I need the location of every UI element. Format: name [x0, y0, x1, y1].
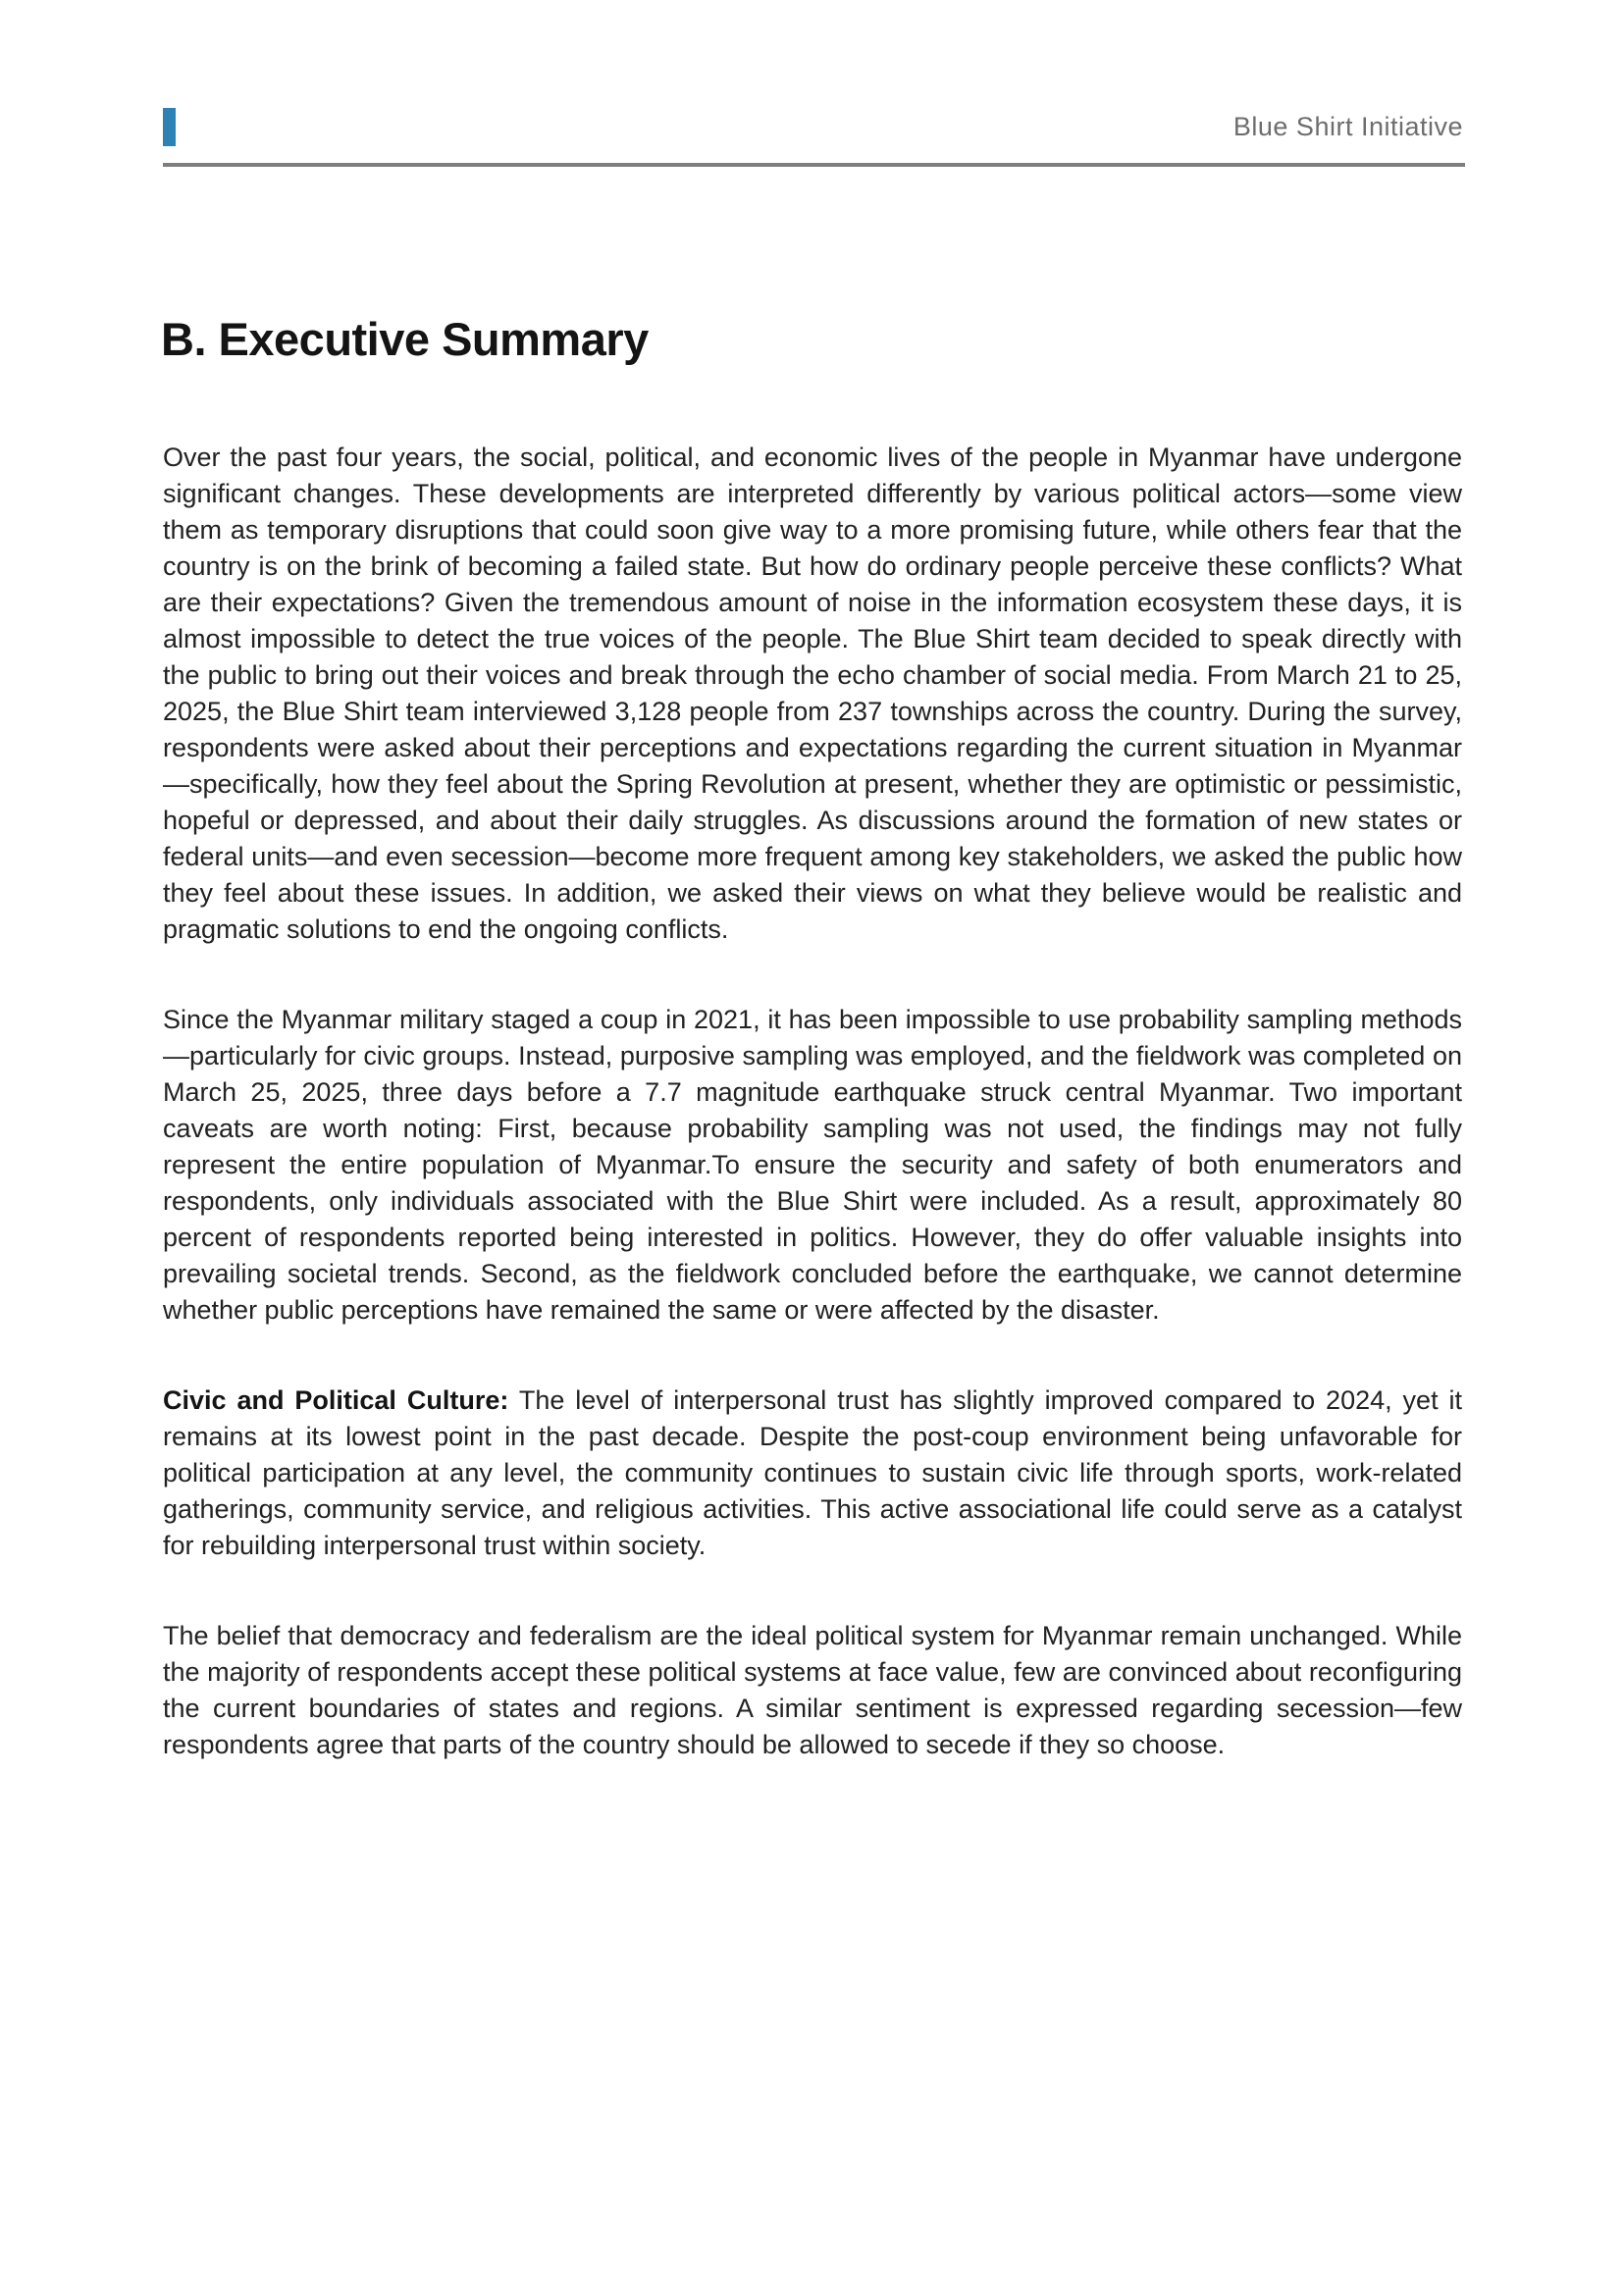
page-title: B. Executive Summary	[161, 313, 649, 365]
paragraph-2	[163, 1002, 1462, 1329]
paragraph-1	[163, 440, 1462, 948]
paragraph-2-text: Since the Myanmar military staged a coup in 2021, it has been impossible to use probability sampling methods—particularly for civic groups. Instead, purposive sampling was employed, and the fieldwork was completed on March 25, 2025, three days before a 7.7 magnitude earthquake struck central Myanmar. Two important caveats are worth noting: First, because probability sampling was not used, the findings may not fully represent the entire population of Myanmar.To ensure the security and safety of both enumerators and respondents, only individuals associated with the Blue Shirt were included. As a result, approximately 80 percent of respondents reported being interested in politics. However, they do offer valuable insights into prevailing societal trends. Second, as the fieldwork concluded before the earthquake, we cannot determine whether public perceptions have remained the same or were affected by the disaster.	[163, 1005, 1462, 1325]
paragraph-3-text: The level of interpersonal trust has slightly improved compared to 2024, yet it remains at its lowest point in the past decade. Despite the post-coup environment being unfavorable for political participation at any level, the community continues to sustain civic life through sports, work-related gatherings, community service, and religious activities. This active associational life could serve as a catalyst for rebuilding interpersonal trust within society.	[163, 1385, 1463, 1560]
paragraph-3	[163, 1383, 1462, 1564]
blue-accent-bar	[163, 108, 176, 146]
paragraph-4-text: The belief that democracy and federalism are the ideal political system for Myanmar remain unchanged. While the majority of respondents accept these political systems at face value, few are convinced about reconfiguring the current boundaries of states and regions. A similar sentiment is expressed regarding secession—few respondents agree that parts of the country should be allowed to secede if they so choose.	[163, 1621, 1462, 1759]
page-header	[163, 104, 1463, 149]
header-rule	[163, 163, 1465, 167]
paragraph-3-lead: Civic and Political Culture:	[163, 1385, 509, 1415]
header-title: Blue Shirt Initiative	[1232, 111, 1463, 141]
paragraph-1-text: Over the past four years, the social, political, and economic lives of the people in Myanmar have undergone significant changes. These developments are interpreted differently by various political actors—some view them as temporary disruptions that could soon give way to a more promising future, while others fear that the country is on the brink of becoming a failed state. But how do ordinary people perceive these conflicts? What are their expectations? Given the tremendous amount of noise in the information ecosystem these days, it is almost impossible to detect the true voices of the people. The Blue Shirt team decided to speak directly with the public to bring out their voices and break through the echo chamber of social media. From March 21 to 25, 2025, the Blue Shirt team interviewed 3,128 people from 237 townships across the country. During the survey, respondents were asked about their perceptions and expectations regarding the current situation in Myanmar—specifically, how they feel about the Spring Revolution at present, whether they are optimistic or pessimistic, hopeful or depressed, and about their daily struggles. As discussions around the formation of new states or federal units—and even secession—become more frequent among key stakeholders, we asked the public how they feel about these issues. In addition, we asked their views on what they believe would be realistic and pragmatic solutions to end the ongoing conflicts.	[163, 443, 1462, 944]
paragraph-4	[163, 1618, 1462, 1763]
body-content	[163, 440, 1462, 1817]
